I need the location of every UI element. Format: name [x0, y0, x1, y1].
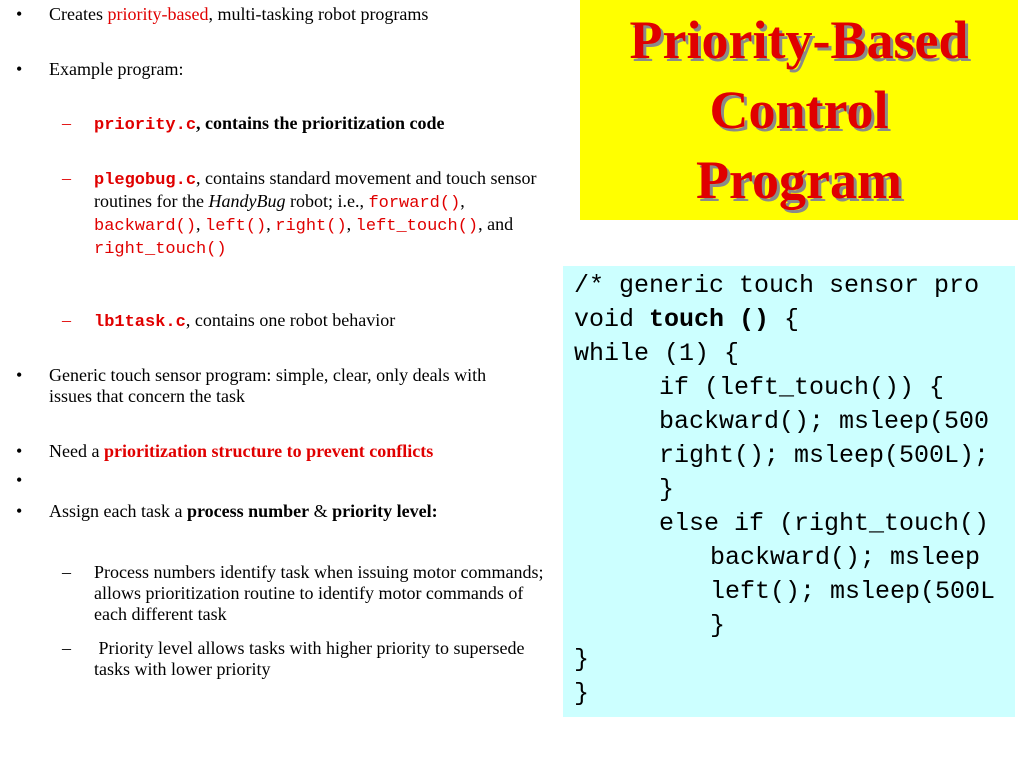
- bullet-assign-task: [16, 501, 526, 522]
- code-brace: {: [769, 305, 800, 334]
- subbullet-priority-level: [62, 638, 552, 680]
- separator: , and: [478, 214, 514, 234]
- bullet-marker: •: [16, 59, 23, 79]
- function-name: touch (): [649, 305, 770, 334]
- bullet-marker: •: [16, 470, 23, 490]
- subbullet-priority-c: [62, 113, 552, 136]
- highlight-text: prioritization structure to prevent conflicts: [103, 441, 434, 461]
- separator: ,: [346, 214, 356, 234]
- code-line: if (left_touch()) {: [659, 373, 945, 402]
- bullet-marker: •: [16, 4, 23, 24]
- bullet-marker: •: [16, 501, 23, 521]
- filename: plegobug.c: [94, 171, 197, 190]
- text-pre: Assign each task a: [49, 501, 187, 521]
- function-name: backward(): [94, 217, 197, 236]
- bullet-text: [49, 4, 526, 25]
- subbullet-text: [94, 168, 552, 260]
- code-line: }: [710, 611, 726, 640]
- code-line: }: [659, 475, 675, 504]
- filename: priority.c: [94, 116, 197, 135]
- robot-name: HandyBug: [208, 191, 286, 211]
- code-line: right(); msleep(500L);: [659, 441, 990, 470]
- subbullet-text: Priority level allows tasks with higher priority to supersede tasks with lower priority: [94, 638, 529, 679]
- text-pre: Creates: [49, 4, 108, 24]
- subbullet-lb1task-c: [62, 310, 552, 333]
- bullet-creates: [16, 4, 526, 25]
- title-line: Priority-Based: [629, 10, 969, 70]
- subbullet-plegobug-c: [62, 168, 552, 260]
- code-line: backward(); msleep(500: [659, 407, 990, 436]
- bullet-need-prioritization: [16, 441, 526, 462]
- function-name: left(): [205, 217, 267, 236]
- title-box: [580, 0, 1018, 220]
- text-post: , contains the prioritization code: [196, 113, 445, 133]
- page-title: [630, 5, 969, 215]
- bullet-text: [49, 501, 526, 522]
- function-name: forward(): [368, 194, 461, 213]
- emphasis-text: priority level:: [332, 501, 438, 521]
- code-line: else if (right_touch(): [659, 509, 990, 538]
- subbullet-text: Process numbers identify task when issuing motor commands; allows prioritization routine to identify motor commands of each different task: [94, 562, 544, 624]
- subbullet-text: [94, 113, 552, 136]
- title-line: Control: [709, 80, 889, 140]
- bullet-marker: •: [16, 441, 23, 461]
- bullet-example: [16, 59, 526, 80]
- sub-marker: –: [62, 168, 71, 188]
- bullet-marker: •: [16, 365, 23, 385]
- separator: ,: [266, 214, 276, 234]
- text-mid: &: [309, 501, 333, 521]
- code-line: left(); msleep(500L: [710, 577, 996, 606]
- function-name: right_touch(): [94, 240, 227, 259]
- code-line: while (1) {: [574, 339, 740, 368]
- code-keyword: void: [574, 305, 650, 334]
- code-line: [574, 305, 799, 335]
- bullet-text: Example program:: [49, 59, 184, 79]
- sub-marker: –: [62, 638, 71, 658]
- emphasis-text: process number: [186, 501, 310, 521]
- code-line: }: [574, 645, 590, 674]
- text-post: robot; i.e.,: [285, 191, 369, 211]
- subbullet-text: [94, 310, 552, 333]
- sub-marker: –: [62, 113, 71, 133]
- separator: ,: [460, 191, 465, 211]
- text-post: , contains one robot behavior: [185, 310, 396, 330]
- separator: ,: [196, 214, 206, 234]
- bullet-text: Generic touch sensor program: simple, clear, only deals with issues that concern the task: [49, 365, 487, 406]
- subbullet-process-numbers: [62, 562, 552, 625]
- filename: lb1task.c: [94, 313, 186, 332]
- function-name: left_touch(): [355, 217, 479, 236]
- text-post: , multi-tasking robot programs: [208, 4, 429, 24]
- code-line: /* generic touch sensor pro: [574, 271, 980, 300]
- sub-marker: –: [62, 562, 71, 582]
- bullet-generic-touch: [16, 365, 526, 407]
- text-pre: Need a: [49, 441, 104, 461]
- function-name: right(): [275, 217, 347, 236]
- code-box: [563, 266, 1015, 717]
- sub-marker: –: [62, 310, 71, 330]
- highlight-text: priority-based: [107, 4, 209, 24]
- title-line: Program: [696, 150, 902, 210]
- bullet-text: [49, 441, 526, 462]
- code-line: backward(); msleep: [710, 543, 981, 572]
- code-line: }: [574, 679, 590, 708]
- text-post: , contains standard movement and touch sensor routines for the: [94, 168, 537, 211]
